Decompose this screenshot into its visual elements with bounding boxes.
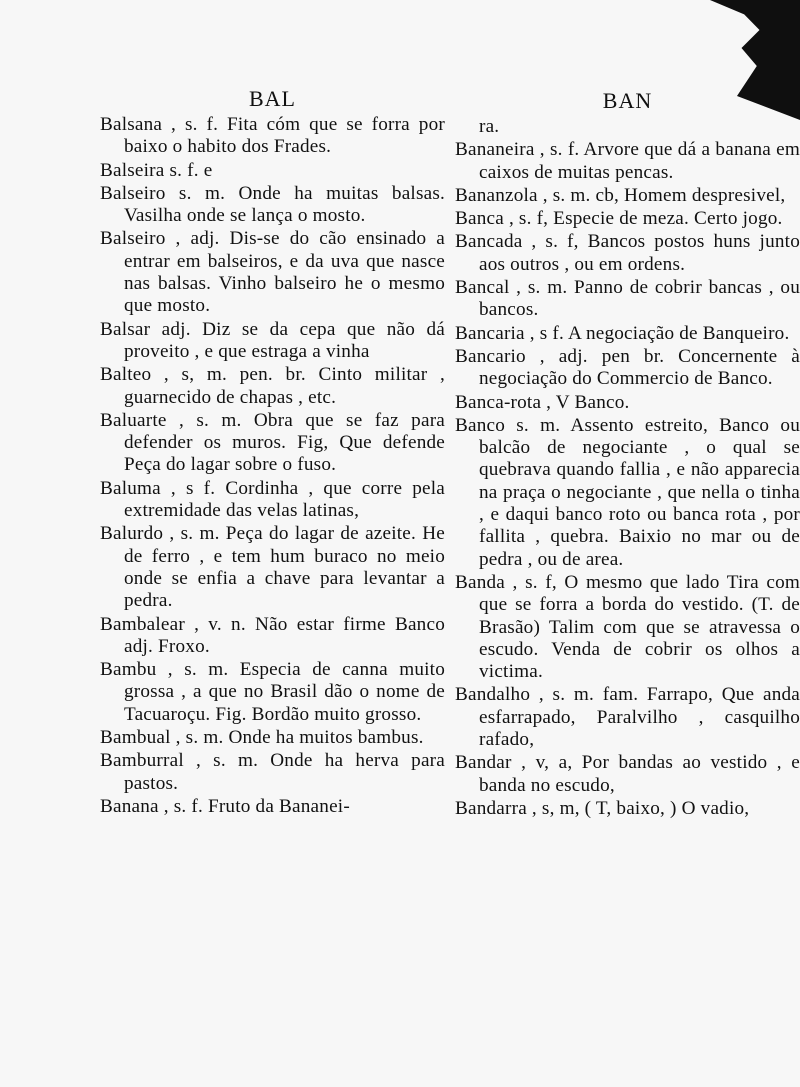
dictionary-entry: Bandalho , s. m. fam. Farrapo, Que anda esfarrapado, Paralvilho , casquilho rafado, [455, 684, 800, 751]
dictionary-entry: Balsar adj. Diz se da cepa que não dá proveito , e que estraga a vinha [100, 318, 445, 362]
dictionary-entry: Bancaria , s f. A negociação de Banqueiro. [455, 322, 790, 344]
dictionary-entry: Balseira s. f. e [100, 159, 213, 181]
dictionary-entry: Bancario , adj. pen br. Concernente à negociação do Commercio de Banco. [455, 345, 800, 390]
dictionary-entry: Bancada , s. f, Bancos postos huns junto aos outros , ou em ordens. [455, 231, 800, 275]
dictionary-entry: Bamburral , s. m. Onde ha herva para pastos. [100, 750, 445, 794]
dictionary-entry: Balseiro , adj. Dis-se do cão ensinado a entrar em balseiros, e da uva que nasce nas balsas. Vinho balseiro he o mesmo que mosto. [100, 228, 445, 317]
right-column [455, 88, 800, 821]
dictionary-entry: Bambu , s. m. Especia de canna muito grossa , a que no Brasil dão o nome de Tacuaroçu. Fig. Bordão muito grosso. [100, 659, 445, 725]
dictionary-entry: Balteo , s, m. pen. br. Cinto militar , guarnecido de chapas , etc. [100, 364, 445, 408]
dictionary-entry: Balsana , s. f. Fita cóm que se forra por baixo o habito dos Frades. [100, 114, 445, 158]
dictionary-entry: Bancal , s. m. Panno de cobrir bancas , ou bancos. [455, 277, 800, 321]
dictionary-entry: Balurdo , s. m. Peça do lagar de azeite. He de ferro , e tem hum buraco no meio onde se enfia a chave para levantar a pedra. [100, 523, 445, 612]
dictionary-entry: Banana , s. f. Fruto da Bananei- [100, 795, 350, 817]
left-running-head: BAL [249, 86, 296, 111]
dictionary-entry: Banca , s. f, Especie de meza. Certo jogo. [455, 208, 783, 230]
dictionary-entry: Banca-rota , V Banco. [455, 391, 630, 413]
dictionary-entry: Bambual , s. m. Onde ha muitos bambus. [100, 727, 424, 749]
dictionary-entry: Baluarte , s. m. Obra que se faz para defender os muros. Fig, Que defende Peça do lagar sobre o fuso. [100, 409, 445, 476]
dictionary-entry: Bandar , v, a, Por bandas ao vestido , e banda no escudo, [455, 752, 800, 796]
dictionary-entry: Balseiro s. m. Onde ha muitas balsas. Vasilha onde se lança o mosto. [100, 182, 445, 227]
dictionary-entry: Baluma , s f. Cordinha , que corre pela extremidade das velas latinas, [100, 477, 445, 522]
dictionary-entry: Bambalear , v. n. Não estar firme Banco adj. Froxo. [100, 613, 445, 657]
dictionary-entry-continuation: ra. [479, 116, 500, 137]
right-running-head: BAN [602, 88, 653, 113]
dictionary-entry: Banco s. m. Assento estreito, Banco ou balcão de negociante , o qual se quebrava quando fallia , e não apparecia na praça o negociante , que nella o tinha , e daqui banco roto ou banca rota , por fallita , quebra. Baixio no mar ou de pedra , ou de area. [455, 414, 800, 570]
dictionary-entry: Bandarra , s, m, ( T, baixo, ) O vadio, [455, 797, 750, 819]
left-column [100, 86, 445, 819]
dictionary-entry: Bananzola , s. m. cb, Homem despresivel, [455, 184, 786, 206]
dictionary-entry: Bananeira , s. f. Arvore que dá a banana em caixos de muitas pencas. [455, 139, 800, 183]
dictionary-entry: Banda , s. f, O mesmo que lado Tira com que se forra a borda do vestido. (T. de Brasão) Talim com que se atravessa o escudo. Venda de cobrir os olhos a victima. [455, 571, 800, 683]
